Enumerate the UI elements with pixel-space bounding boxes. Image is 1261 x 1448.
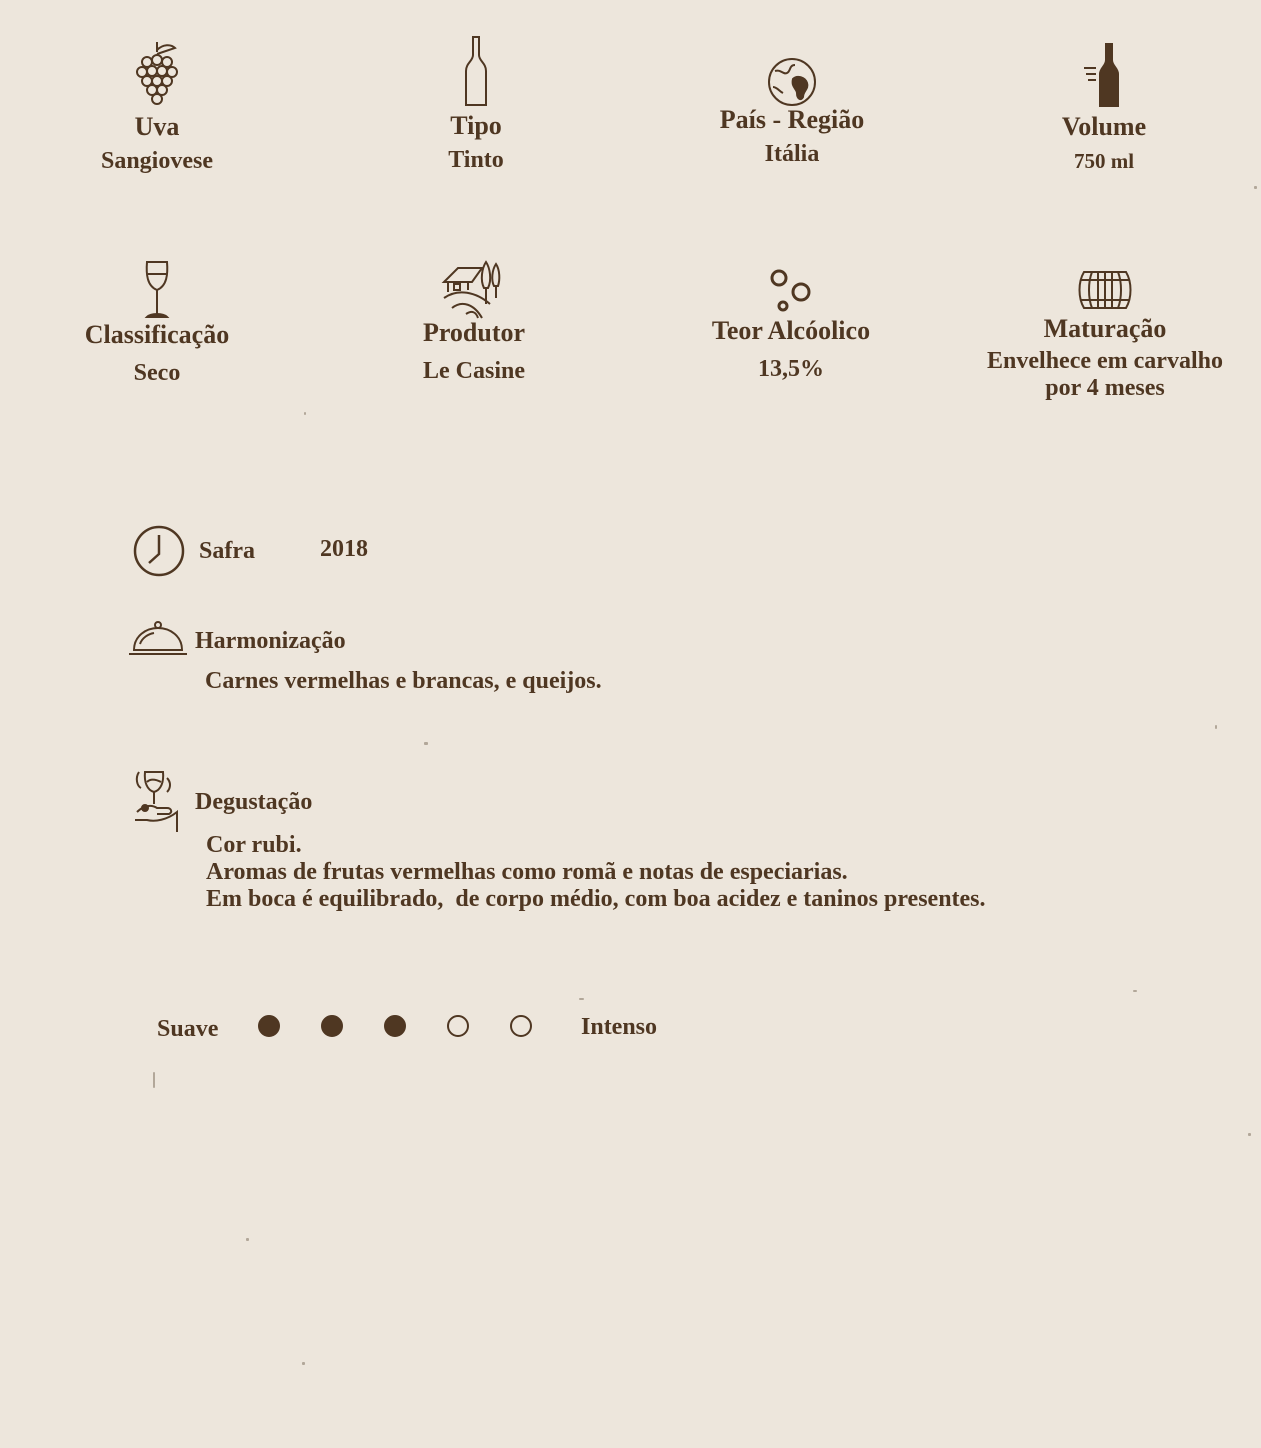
attr-label: Tipo <box>450 111 502 140</box>
harmonizacao-label: Harmonização <box>195 628 346 654</box>
maturation-line-1: Envelhece em carvalho <box>987 348 1223 374</box>
intensity-max-label: Intenso <box>581 1014 658 1040</box>
attr-maturation <box>955 268 1255 402</box>
degustacao-text <box>206 832 986 913</box>
degustacao-line: Em boca é equilibrado, de corpo médio, com boa acidez e taninos presentes. <box>206 886 986 912</box>
attr-value: Le Casine <box>423 358 525 384</box>
grapes-icon <box>135 40 179 108</box>
bottle-outline-icon <box>464 35 488 107</box>
attr-alcohol <box>641 268 941 386</box>
safra-value: 2018 <box>320 536 368 562</box>
degustacao-label: Degustação <box>195 789 313 815</box>
globe-icon <box>767 57 817 107</box>
attr-label: Volume <box>1061 112 1147 141</box>
attr-grape <box>7 40 307 178</box>
attr-region <box>642 57 942 171</box>
degustacao-line: Cor rubi. <box>206 832 302 858</box>
intensity-dot-empty <box>447 1015 469 1037</box>
attr-label: Maturação <box>1043 314 1167 343</box>
attr-type <box>326 35 626 177</box>
attr-value <box>955 348 1255 402</box>
maturation-line-2: por 4 meses <box>1045 375 1165 401</box>
attr-label: Classificação <box>84 320 230 349</box>
intensity-dot-filled <box>384 1015 406 1037</box>
attr-label: Teor Alcóolico <box>711 316 871 345</box>
attr-value: Seco <box>133 360 181 386</box>
attr-value: Itália <box>764 141 820 167</box>
intensity-dot-empty <box>510 1015 532 1037</box>
attr-value: 750 ml <box>1073 149 1135 173</box>
clock-icon <box>133 525 185 577</box>
intensity-dot-filled <box>321 1015 343 1037</box>
bottle-volume-icon <box>1082 42 1126 108</box>
intensity-min-label: Suave <box>157 1016 219 1042</box>
attr-volume <box>954 42 1254 178</box>
tasting-icon <box>133 768 183 834</box>
intensity-dot-filled <box>258 1015 280 1037</box>
wine-glass-icon <box>143 260 171 320</box>
attr-value: Sangiovese <box>100 148 213 174</box>
barrel-icon <box>1076 268 1134 312</box>
attr-label: Uva <box>134 112 180 141</box>
harmonizacao-text: Carnes vermelhas e brancas, e queijos. <box>205 668 602 694</box>
winery-icon <box>442 258 506 320</box>
attr-classification <box>7 260 307 390</box>
attr-value: Tinto <box>448 147 504 173</box>
bubbles-icon <box>767 268 815 314</box>
safra-label: Safra <box>199 538 255 564</box>
attr-producer <box>324 258 624 388</box>
degustacao-line: Aromas de frutas vermelhas como romã e notas de especiarias. <box>206 859 848 885</box>
attr-label: País - Região <box>719 105 865 134</box>
cloche-icon <box>128 620 188 658</box>
attr-value: 13,5% <box>758 356 824 382</box>
attr-label: Produtor <box>422 318 526 347</box>
